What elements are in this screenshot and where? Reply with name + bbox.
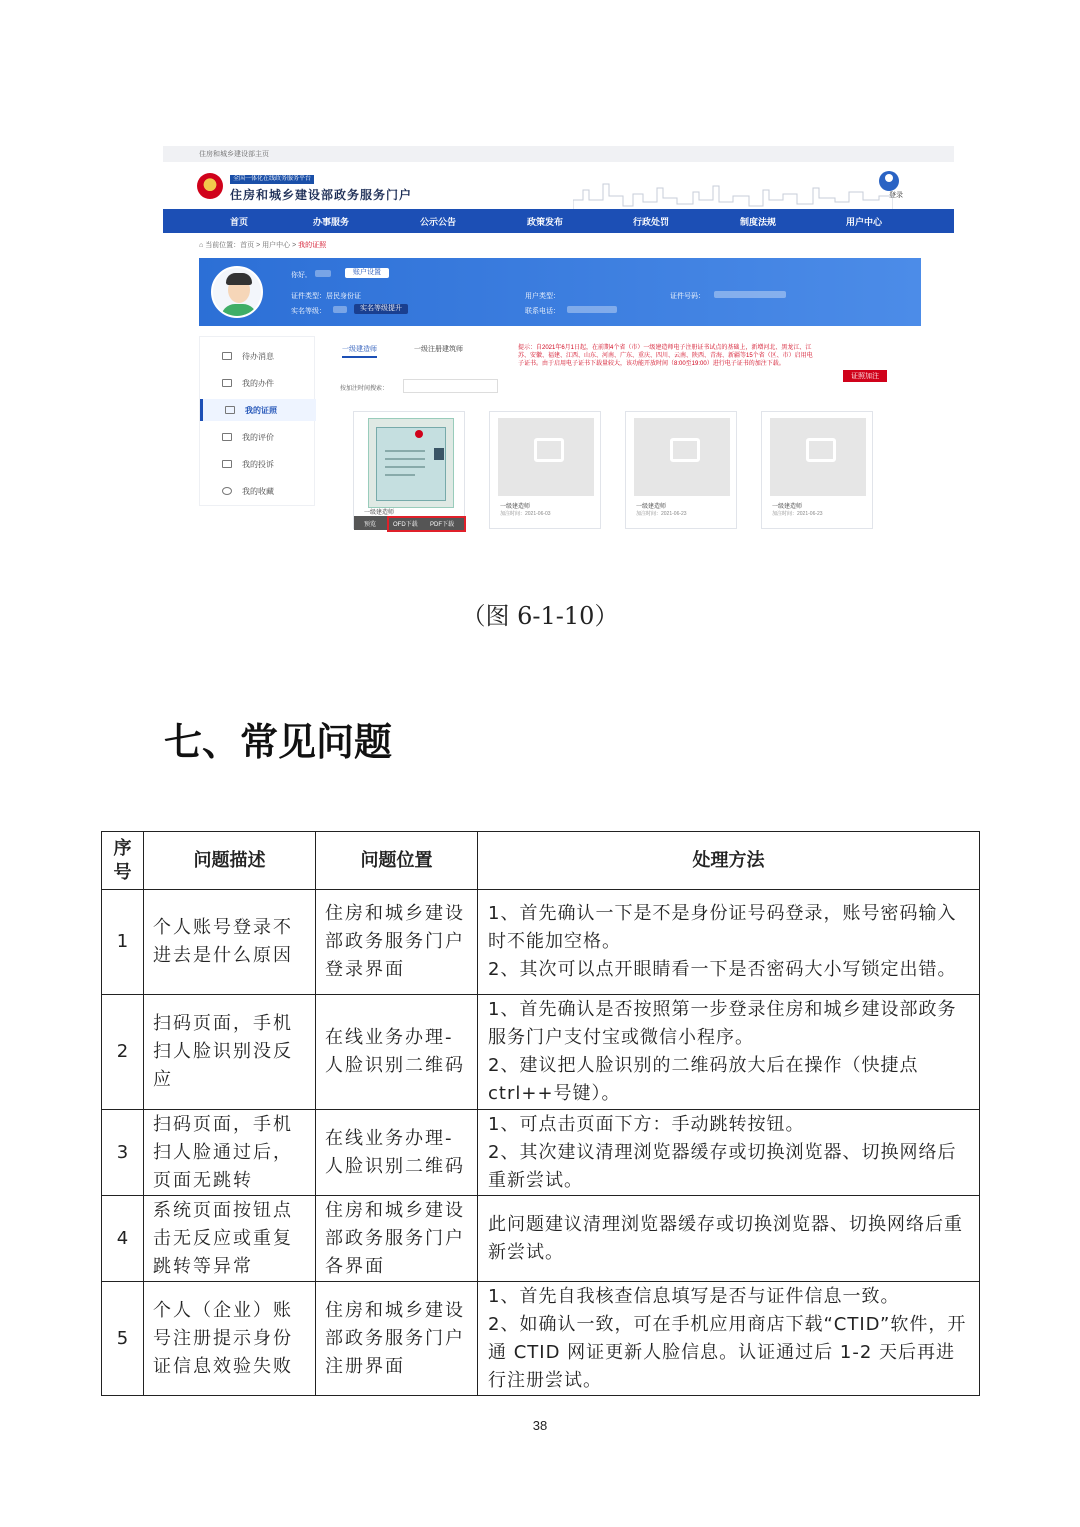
- message-icon: [222, 352, 232, 360]
- header-desc: 问题描述: [144, 832, 316, 890]
- table-row: [102, 1196, 980, 1282]
- row-solution: 1、首先自我核查信息填写是否与证件信息一致。 2、如确认一致，可在手机应用商店下载“CTID”软件，开通 CTID 网证更新人脸信息。认证通过后 1-2 天后再进行注册尝试。: [478, 1282, 980, 1396]
- row-no: 2: [102, 995, 144, 1110]
- notice-text: 提示：自2021年6月1日起，在前期4个省（市）一级建造师电子注册证书试点的基础上，新增河北、黑龙江、江苏、安徽、福建、江西、山东、河南、广东、重庆、四川、云南、陕西、青海、新疆等15个省（区、市）启用电子证书。由于启用电子证书下载量较大，该功能开放时间（8:00至19:00）进行电子证书的加注下载。: [518, 345, 813, 367]
- download-highlight-box: [387, 516, 466, 532]
- main-nav: [163, 209, 954, 233]
- realname-level: 实名等级：: [291, 308, 326, 315]
- row-solution: 1、可点击页面下方：手动跳转按钮。 2、其次建议清理浏览器缓存或切换浏览器、切换网络后重新尝试。: [478, 1110, 980, 1196]
- login-link[interactable]: 登录: [889, 192, 903, 199]
- nav-policy[interactable]: 政策发布: [527, 217, 564, 227]
- sidebar-item-my-reviews[interactable]: 我的评价: [200, 426, 316, 448]
- certificate-card[interactable]: [353, 411, 465, 529]
- preview-button[interactable]: 预览: [364, 522, 377, 528]
- top-strip: [163, 146, 954, 162]
- row-no: 3: [102, 1110, 144, 1196]
- sidebar-item-my-cases[interactable]: 我的办件: [200, 372, 316, 394]
- nav-regulations[interactable]: 制度法规: [740, 217, 777, 227]
- row-desc: 系统页面按钮点击无反应或重复跳转等异常: [144, 1196, 316, 1282]
- breadcrumb-prefix: 当前位置：首页 > 用户中心 >: [205, 242, 297, 249]
- sidebar: [199, 336, 315, 506]
- tab-architect[interactable]: 一级注册建筑师: [414, 346, 463, 353]
- complaint-icon: [222, 460, 232, 468]
- header-no: 序号: [102, 832, 144, 890]
- id-number: 证件号码：: [670, 293, 705, 300]
- portal-screenshot: [163, 146, 954, 541]
- user-banner: [199, 258, 921, 326]
- avatar: [211, 266, 263, 318]
- phone: 联系电话：: [525, 308, 560, 315]
- account-settings-button[interactable]: 账户设置: [345, 268, 389, 278]
- faq-table: [101, 831, 980, 1396]
- page-number: 38: [532, 1418, 548, 1433]
- certificate-icon: [225, 406, 235, 414]
- image-placeholder-icon: [498, 418, 594, 496]
- sidebar-item-my-complaints[interactable]: 我的投诉: [200, 453, 316, 475]
- portal-name: 住房和城乡建设部政务服务门户: [230, 188, 413, 202]
- image-placeholder-icon: [634, 418, 730, 496]
- row-location: 在线业务办理-人脸识别二维码: [316, 995, 478, 1110]
- card-date: 加注时间：2021-06-03: [500, 511, 551, 517]
- row-location: 住房和城乡建设部政务服务门户注册界面: [316, 1282, 478, 1396]
- nav-notices[interactable]: 公示公告: [420, 217, 457, 227]
- card-title: 一级建造师: [364, 510, 395, 516]
- row-solution: 1、首先确认一下是不是身份证号码登录，账号密码输入时不能加空格。 2、其次可以点开眼睛看一下是否密码大小写锁定出错。: [478, 890, 980, 995]
- sidebar-item-my-certificates[interactable]: 我的证照: [200, 399, 316, 421]
- certificate-panel: [328, 336, 921, 536]
- nav-user-center[interactable]: 用户中心: [846, 217, 883, 227]
- row-no: 5: [102, 1282, 144, 1396]
- top-strip-text: 住房和城乡建设部主页: [199, 151, 269, 158]
- star-icon: [222, 487, 232, 495]
- breadcrumb: [199, 240, 326, 250]
- row-desc: 个人账号登录不进去是什么原因: [144, 890, 316, 995]
- card-date: 加注时间：2021-06-23: [636, 511, 687, 517]
- card-title: 一级建造师: [772, 504, 803, 510]
- nav-services[interactable]: 办事服务: [313, 217, 350, 227]
- row-desc: 扫码页面，手机扫人脸通过后，页面无跳转: [144, 1110, 316, 1196]
- home-icon: ⌂: [199, 242, 206, 249]
- table-row: [102, 1282, 980, 1396]
- table-header-row: [102, 832, 980, 890]
- sidebar-item-todo[interactable]: 待办消息: [200, 345, 316, 367]
- tab-constructor[interactable]: 一级建造师: [342, 344, 377, 358]
- row-location: 住房和城乡建设部政务服务门户登录界面: [316, 890, 478, 995]
- user-type: 用户类型：: [525, 293, 560, 300]
- search-label: 按加注时间搜索：: [340, 386, 389, 392]
- card-date: 加注时间：2021-06-23: [772, 511, 823, 517]
- row-desc: 个人（企业）账号注册提示身份证信息效验失败: [144, 1282, 316, 1396]
- row-solution: 此问题建议清理浏览器缓存或切换浏览器、切换网络后重新尝试。: [478, 1196, 980, 1282]
- row-solution: 1、首先确认是否按照第一步登录住房和城乡建设部政务服务门户支付宝或微信小程序。 2、建议把人脸识别的二维码放大后在操作（快捷点ctrl++号键）。: [478, 995, 980, 1110]
- card-title: 一级建造师: [500, 504, 531, 510]
- table-row: [102, 890, 980, 995]
- pdf-download-button[interactable]: PDF下载: [430, 522, 455, 528]
- card-title: 一级建造师: [636, 504, 667, 510]
- certificate-card[interactable]: [625, 411, 737, 529]
- certificate-thumbnail: [368, 418, 454, 508]
- portal-badge: 全国一体化在线政务服务平台: [230, 175, 314, 184]
- certificate-card[interactable]: [761, 411, 873, 529]
- greeting: 你好,: [291, 272, 307, 279]
- header-location: 问题位置: [316, 832, 478, 890]
- certificate-add-button[interactable]: 证照加注: [843, 370, 887, 382]
- skyline-decoration: [573, 176, 893, 210]
- header-solution: 处理方法: [478, 832, 980, 890]
- folder-icon: [222, 379, 232, 387]
- review-icon: [222, 433, 232, 441]
- row-location: 住房和城乡建设部政务服务门户各界面: [316, 1196, 478, 1282]
- section-title: 七、常见问题: [164, 720, 393, 764]
- row-no: 1: [102, 890, 144, 995]
- certificate-card[interactable]: [489, 411, 601, 529]
- table-row: [102, 995, 980, 1110]
- sidebar-item-my-favorites[interactable]: 我的收藏: [200, 480, 316, 502]
- row-location: 在线业务办理-人脸识别二维码: [316, 1110, 478, 1196]
- nav-home[interactable]: 首页: [230, 217, 249, 227]
- table-row: [102, 1110, 980, 1196]
- national-emblem-icon: [197, 173, 223, 199]
- breadcrumb-current: 我的证照: [298, 242, 327, 249]
- image-placeholder-icon: [770, 418, 866, 496]
- upgrade-level-button[interactable]: 实名等级提升: [354, 304, 408, 314]
- row-no: 4: [102, 1196, 144, 1282]
- row-desc: 扫码页面，手机扫人脸识别没反应: [144, 995, 316, 1110]
- search-input[interactable]: [403, 379, 498, 393]
- figure-caption: （图 6-1-10）: [461, 602, 619, 630]
- id-type: 证件类型：居民身份证: [291, 293, 361, 300]
- nav-penalty[interactable]: 行政处罚: [633, 217, 670, 227]
- user-icon[interactable]: [879, 171, 899, 191]
- ofd-download-button[interactable]: OFD下载: [393, 522, 418, 528]
